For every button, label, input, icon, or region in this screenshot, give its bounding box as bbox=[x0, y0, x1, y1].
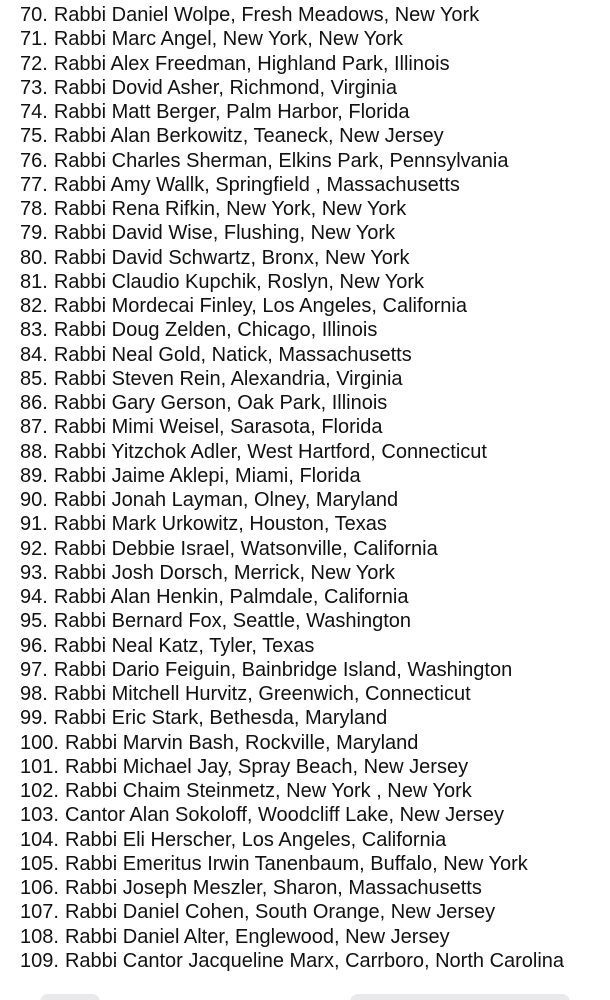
item-number: 76. bbox=[20, 149, 48, 172]
item-text: Rabbi Josh Dorsch, Merrick, New York bbox=[53, 561, 396, 584]
item-text: Rabbi Matt Berger, Palm Harbor, Florida bbox=[53, 101, 410, 123]
item-text: Rabbi Cantor Jacqueline Marx, Carrboro, North Carolina bbox=[64, 949, 565, 972]
item-number: 77. bbox=[20, 173, 48, 196]
list-item bbox=[20, 367, 598, 391]
list-item bbox=[20, 391, 598, 415]
item-text: Rabbi Eli Herscher, Los Angeles, California bbox=[64, 828, 447, 851]
list-item bbox=[20, 415, 598, 439]
list-item bbox=[20, 949, 598, 973]
item-number: 88. bbox=[20, 440, 48, 463]
item-number: 85. bbox=[20, 367, 48, 390]
list-item bbox=[20, 27, 598, 51]
rabbi-signatory-list bbox=[20, 3, 598, 973]
item-text: Rabbi Daniel Cohen, South Orange, New Jersey bbox=[64, 901, 496, 924]
list-item bbox=[20, 585, 598, 609]
list-item bbox=[20, 609, 598, 633]
list-item bbox=[20, 100, 598, 124]
item-text: Rabbi Dario Feiguin, Bainbridge Island, Washington bbox=[53, 658, 513, 681]
item-number: 95. bbox=[20, 610, 48, 633]
item-number: 93. bbox=[20, 561, 48, 584]
list-item bbox=[20, 634, 598, 658]
item-text: Rabbi Gary Gerson, Oak Park, Illinois bbox=[53, 392, 388, 414]
item-number: 82. bbox=[20, 295, 48, 317]
item-text: Cantor Alan Sokoloff, Woodcliff Lake, New Jersey bbox=[64, 804, 505, 827]
item-text: Rabbi Alex Freedman, Highland Park, Illinois bbox=[53, 52, 450, 75]
item-text: Rabbi Mordecai Finley, Los Angeles, California bbox=[53, 295, 467, 317]
list-item bbox=[20, 779, 598, 803]
item-text: Rabbi Daniel Wolpe, Fresh Meadows, New York bbox=[53, 4, 480, 26]
item-text: Rabbi Dovid Asher, Richmond, Virginia bbox=[53, 76, 397, 99]
item-text: Rabbi Jonah Layman, Olney, Maryland bbox=[53, 489, 399, 511]
item-number: 90. bbox=[20, 489, 48, 511]
list-item bbox=[20, 246, 598, 270]
item-number: 101. bbox=[20, 755, 59, 778]
item-text: Rabbi Chaim Steinmetz, New York , New York bbox=[64, 780, 472, 802]
item-number: 87. bbox=[20, 416, 48, 439]
list-item bbox=[20, 197, 598, 221]
item-number: 98. bbox=[20, 683, 48, 705]
list-item bbox=[20, 512, 598, 536]
list-item bbox=[20, 488, 598, 512]
item-number: 102. bbox=[20, 780, 59, 802]
item-text: Rabbi Mitchell Hurvitz, Greenwich, Connecticut bbox=[53, 683, 471, 705]
item-number: 100. bbox=[20, 731, 59, 754]
list-item bbox=[20, 755, 598, 779]
item-text: Rabbi Eric Stark, Bethesda, Maryland bbox=[53, 707, 388, 730]
item-number: 72. bbox=[20, 52, 48, 75]
list-item bbox=[20, 876, 598, 900]
item-number: 81. bbox=[20, 270, 48, 293]
list-item bbox=[20, 464, 598, 488]
item-text: Rabbi Charles Sherman, Elkins Park, Pennsylvania bbox=[53, 149, 509, 172]
list-item bbox=[20, 561, 598, 585]
item-text: Rabbi Alan Berkowitz, Teaneck, New Jersey bbox=[53, 125, 444, 148]
item-text: Rabbi Yitzchok Adler, West Hartford, Connecticut bbox=[53, 440, 487, 463]
list-item bbox=[20, 294, 598, 318]
item-number: 86. bbox=[20, 392, 48, 414]
bottom-control-left bbox=[40, 994, 100, 1000]
item-number: 78. bbox=[20, 198, 48, 220]
item-text: Rabbi Alan Henkin, Palmdale, California bbox=[53, 586, 409, 608]
item-number: 70. bbox=[20, 4, 48, 26]
list-item bbox=[20, 852, 598, 876]
list-item bbox=[20, 682, 598, 706]
item-number: 74. bbox=[20, 101, 48, 123]
item-number: 97. bbox=[20, 658, 48, 681]
list-item bbox=[20, 270, 598, 294]
item-text: Rabbi Steven Rein, Alexandria, Virginia bbox=[53, 367, 403, 390]
item-text: Rabbi Neal Katz, Tyler, Texas bbox=[53, 634, 315, 657]
item-number: 80. bbox=[20, 246, 48, 269]
item-text: Rabbi Neal Gold, Natick, Massachusetts bbox=[53, 343, 412, 366]
list-item bbox=[20, 900, 598, 924]
bottom-ui-edge bbox=[0, 994, 610, 1000]
item-number: 71. bbox=[20, 28, 48, 51]
list-item bbox=[20, 124, 598, 148]
list-item bbox=[20, 537, 598, 561]
item-text: Rabbi David Schwartz, Bronx, New York bbox=[53, 246, 410, 269]
list-item bbox=[20, 76, 598, 100]
item-number: 91. bbox=[20, 513, 48, 536]
list-item bbox=[20, 658, 598, 682]
item-number: 106. bbox=[20, 877, 59, 899]
item-number: 107. bbox=[20, 901, 59, 924]
item-number: 94. bbox=[20, 586, 48, 608]
list-item bbox=[20, 803, 598, 827]
item-number: 108. bbox=[20, 925, 59, 948]
list-item bbox=[20, 221, 598, 245]
item-text: Rabbi Debbie Israel, Watsonville, California bbox=[53, 537, 438, 560]
item-text: Rabbi Jaime Aklepi, Miami, Florida bbox=[53, 464, 361, 487]
item-number: 99. bbox=[20, 707, 48, 730]
item-text: Rabbi Bernard Fox, Seattle, Washington bbox=[53, 610, 412, 633]
item-number: 96. bbox=[20, 634, 48, 657]
list-item bbox=[20, 173, 598, 197]
item-text: Rabbi Claudio Kupchik, Roslyn, New York bbox=[53, 270, 425, 293]
item-number: 84. bbox=[20, 343, 48, 366]
list-item bbox=[20, 343, 598, 367]
list-item bbox=[20, 706, 598, 730]
item-number: 83. bbox=[20, 319, 48, 342]
item-text: Rabbi Amy Wallk, Springfield , Massachusetts bbox=[53, 173, 460, 196]
item-text: Rabbi Daniel Alter, Englewood, New Jersey bbox=[64, 925, 450, 948]
item-text: Rabbi Doug Zelden, Chicago, Illinois bbox=[53, 319, 378, 342]
list-item bbox=[20, 440, 598, 464]
item-number: 79. bbox=[20, 222, 48, 245]
item-text: Rabbi Joseph Meszler, Sharon, Massachusetts bbox=[64, 877, 482, 899]
item-number: 89. bbox=[20, 464, 48, 487]
list-item bbox=[20, 925, 598, 949]
item-number: 109. bbox=[20, 949, 59, 972]
bottom-control-right bbox=[350, 994, 570, 1000]
list-item bbox=[20, 52, 598, 76]
item-number: 73. bbox=[20, 76, 48, 99]
item-text: Rabbi Michael Jay, Spray Beach, New Jersey bbox=[64, 755, 469, 778]
list-item bbox=[20, 149, 598, 173]
item-text: Rabbi Marvin Bash, Rockville, Maryland bbox=[64, 731, 419, 754]
item-number: 92. bbox=[20, 537, 48, 560]
item-text: Rabbi Mark Urkowitz, Houston, Texas bbox=[53, 513, 387, 536]
item-number: 104. bbox=[20, 828, 59, 851]
item-number: 103. bbox=[20, 804, 59, 827]
item-text: Rabbi Mimi Weisel, Sarasota, Florida bbox=[53, 416, 383, 439]
item-text: Rabbi David Wise, Flushing, New York bbox=[53, 222, 396, 245]
list-item bbox=[20, 3, 598, 27]
list-item bbox=[20, 731, 598, 755]
item-text: Rabbi Rena Rifkin, New York, New York bbox=[53, 198, 407, 220]
item-text: Rabbi Emeritus Irwin Tanenbaum, Buffalo, New York bbox=[64, 852, 528, 875]
item-text: Rabbi Marc Angel, New York, New York bbox=[53, 28, 403, 51]
list-item bbox=[20, 828, 598, 852]
list-item bbox=[20, 318, 598, 342]
item-number: 75. bbox=[20, 125, 48, 148]
item-number: 105. bbox=[20, 852, 59, 875]
